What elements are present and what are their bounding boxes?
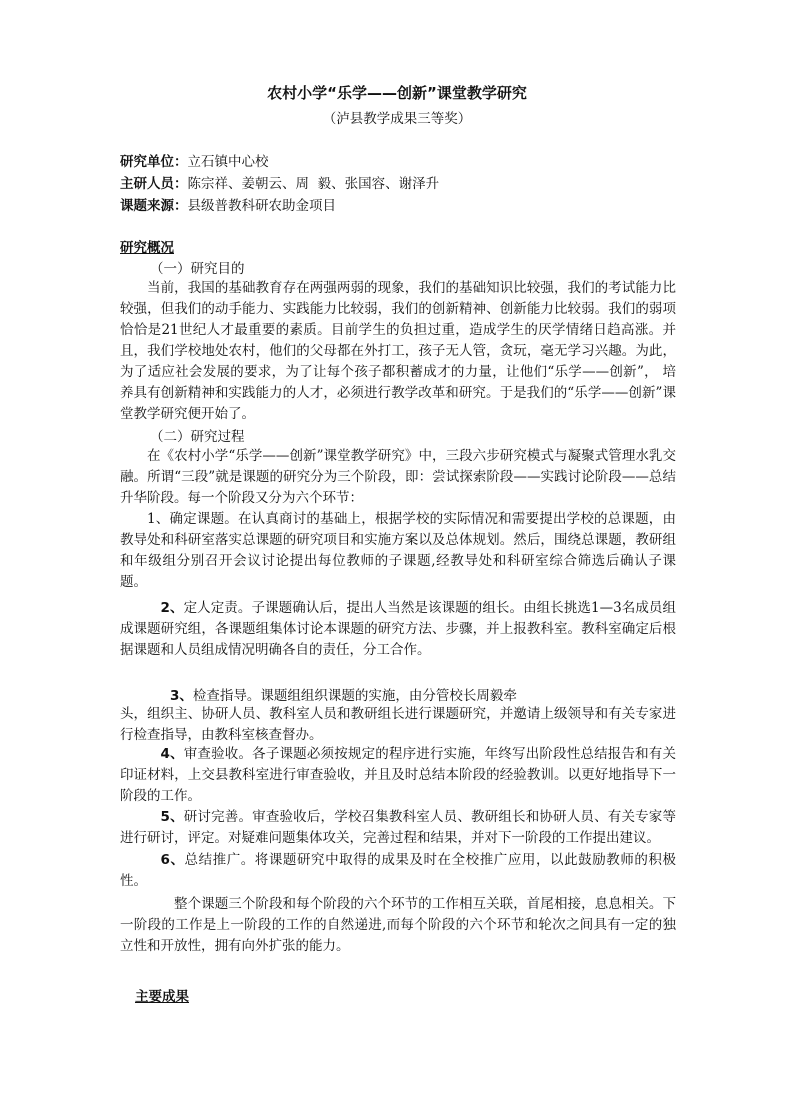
step-text: 审查验收。各子课题必须按规定的程序进行实施，年终写出阶段性总结报告和有关印证材料，上交县教科室进行审查验收，并且及时总结本阶段的经验教训。以更好地指导下一阶段的工作。 xyxy=(120,746,676,804)
meta-label: 主研人员： xyxy=(120,176,188,192)
subheading-purpose: （一）研究目的 xyxy=(150,261,245,277)
step-text: 总结推广。将课题研究中取得的成果及时在全校推广应用，以此鼓励教师的积极性。 xyxy=(120,852,676,889)
step-1 xyxy=(120,509,676,593)
meta-value: 立石镇中心校 xyxy=(187,154,269,170)
section-heading-overview: 研究概况 xyxy=(120,240,174,256)
paragraph-process-intro: 在《农村小学“乐学——创新”课堂教学研究》中，三段六步研究模式与凝聚式管理水乳交融。所谓“三段”就是课题的研究分为三个阶段，即：尝试探索阶段——实践讨论阶段——总结升华阶段。每一个阶段又分为六个环节： xyxy=(120,448,676,506)
researchers xyxy=(120,172,439,192)
meta-label: 研究单位： xyxy=(120,154,188,170)
step-text: 研讨完善。审查验收后，学校召集教科室人员、教研组长和协研人员、有关专家等进行研讨，评定。对疑难问题集体攻关，完善过程和结果，并对下一阶段的工作提出建议。 xyxy=(120,809,676,846)
document-title: 农村小学“乐学——创新”课堂教学研究 xyxy=(267,84,527,102)
step-4 xyxy=(120,744,676,807)
step-text: 定人定责。子课题确认后，提出人当然是该课题的组长。由组长挑选1—3名成员组成课题研究组，各课题组集体讨论本课题的研究方法、步骤，并上报教科室。教科室确定后根据课题和人员组成情况明确各自的责任，分工合作。 xyxy=(120,600,676,658)
project-source xyxy=(120,194,336,214)
subheading-process: （二）研究过程 xyxy=(150,429,245,445)
step-number: 2、 xyxy=(160,600,184,616)
document-subtitle: （泸县教学成果三等奖） xyxy=(322,111,472,127)
step-number: 4、 xyxy=(160,746,184,762)
section-heading-results: 主要成果 xyxy=(135,989,189,1005)
step-3-first-line xyxy=(170,684,517,704)
step-number: 1、 xyxy=(147,511,170,527)
step-5 xyxy=(120,807,676,849)
step-2 xyxy=(120,598,676,661)
step-text: 确定课题。在认真商讨的基础上，根据学校的实际情况和需要提出学校的总课题，由教导处和科研室落实总课题的研究项目和实施方案以及总体规划。然后，围绕总课题，教研组和年级组分别召开会议讨论提出每位教师的子课题,经教导处和科研室综合筛选后确认子课题。 xyxy=(120,511,676,590)
step-6 xyxy=(120,850,676,892)
paragraph-purpose: 当前，我国的基础教育存在两强两弱的现象，我们的基础知识比较强，我们的考试能力比较强，但我们的动手能力、实践能力比较弱，我们的创新精神、创新能力比较弱。我们的弱项恰恰是21世纪人才最重要的素质。目前学生的负担过重，造成学生的厌学情绪日趋高涨。并且，我们学校地处农村，他们的父母都在外打工，孩子无人管，贪玩，毫无学习兴趣。为此，为了适应社会发展的要求，为了让每个孩子都积蓄成才的力量，让他们“乐学——创新”， 培养具有创新精神和实践能力的人才，必须进行教学改革和研究。于是我们的“乐学——创新”课堂教学研究便开始了。 xyxy=(120,280,676,422)
paragraph-summary: 整个课题三个阶段和每个阶段的六个环节的工作相互关联，首尾相接，息息相关。下一阶段的工作是上一阶段的工作的自然递进,而每个阶段的六个环节和轮次之间具有一定的独立性和开放性，拥有向外扩张的能力。 xyxy=(120,896,676,954)
meta-label: 课题来源： xyxy=(120,198,188,214)
research-unit xyxy=(120,150,269,170)
meta-value: 陈宗祥、姜朝云、周 毅、张国容、谢泽升 xyxy=(187,176,440,192)
step-number: 3、 xyxy=(170,688,193,704)
step-3-continuation: 头，组织主、协研人员、教科室人员和教研组长进行课题研究，并邀请上级领导和有关专家进行检查指导，由教科室核查督办。 xyxy=(120,706,676,743)
step-number: 6、 xyxy=(160,852,185,868)
meta-value: 县级普教科研农助金项目 xyxy=(187,198,336,214)
step-number: 5、 xyxy=(160,809,184,825)
step-text: 检查指导。课题组组织课题的实施，由分管校长周毅牵 xyxy=(192,688,517,704)
